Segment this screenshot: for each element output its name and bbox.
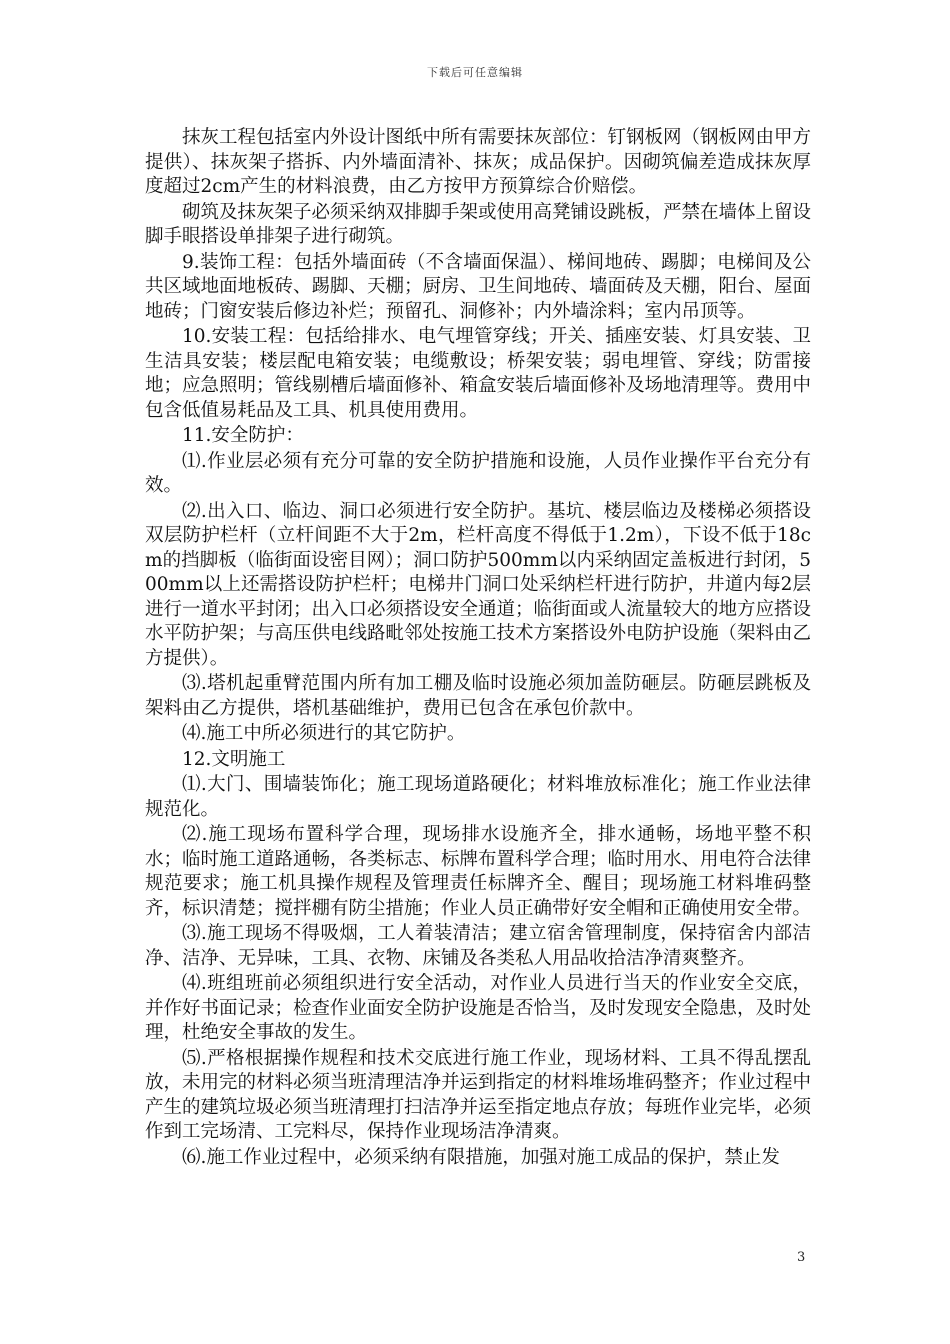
paragraph-plastering-scope: 抹灰工程包括室内外设计图纸中所有需要抹灰部位：钉钢板网（钢板网由甲方提供）、抹灰架子搭拆、内外墙面清补、抹灰；成品保护。因砌筑偏差造成抹灰厚度超过2cm产生的材料浪费，由乙方按甲方预算综合价赔偿。 (145, 127, 812, 197)
paragraph-civilized-item-4: ⑷.班组班前必须组织进行安全活动，对作业人员进行当天的作业安全交底，并作好书面记录；检查作业面安全防护设施是否恰当，及时发现安全隐患，及时处理，杜绝安全事故的发生。 (145, 973, 812, 1043)
paragraph-safety-item-2: ⑵.出入口、临边、洞口必须进行安全防护。基坑、楼层临边及楼梯必须搭设双层防护栏杆（立杆间距不大于2m，栏杆高度不得低于1.2m），下设不低于18cm的挡脚板（临街面设密目网）；洞口防护500mm以内采纳固定盖板进行封闭，500mm以上还需搭设防护栏杆；电梯井门洞口处采纳栏杆进行防护，井道内每2层进行一道水平封闭；出入口必须搭设安全通道；临街面或人流量较大的地方应搭设水平防护架；与高压供电线路毗邻处按施工技术方案搭设外电防护设施（架料由乙方提供）。 (145, 500, 812, 669)
paragraph-civilized-item-6: ⑹.施工作业过程中，必须采纳有限措施，加强对施工成品的保护，禁止发 (182, 1146, 780, 1168)
paragraph-civilized-item-3: ⑶.施工现场不得吸烟，工人着装清洁；建立宿舍管理制度，保持宿舍内部洁净、洁净、无异味，工具、衣物、床铺及各类私人用品收拾洁净清爽整齐。 (145, 923, 811, 969)
paragraph-safety-item-3: ⑶.塔机起重臂范围内所有加工棚及临时设施必须加盖防砸层。防砸层跳板及架料由乙方提供，塔机基础维护，费用已包含在承包价款中。 (145, 673, 811, 719)
paragraph-civilized-item-2: ⑵.施工现场布置科学合理，现场排水设施齐全，排水通畅，场地平整不积水；临时施工道路通畅，各类标志、标牌布置科学合理；临时用水、用电符合法律规范要求；施工机具操作规程及管理责任标牌齐全、醒目；现场施工材料堆码整齐，标识清楚；搅拌棚有防尘措施；作业人员正确带好安全帽和正确使用安全带。 (145, 824, 812, 919)
paragraph-installation-works: 10.安装工程：包括给排水、电气埋管穿线；开关、插座安装、灯具安装、卫生洁具安装；楼层配电箱安装；电缆敷设；桥架安装；弱电埋管、穿线；防雷接地；应急照明；管线剔槽后墙面修补、箱盒安装后墙面修补及场地清理等。费用中包含低值易耗品及工具、机具使用费用。 (145, 326, 812, 421)
page-number: 3 (797, 1250, 806, 1265)
paragraph-scaffolding: 砌筑及抹灰架子必须采纳双排脚手架或使用高凳铺设跳板，严禁在墙体上留设脚手眼搭设单排架子进行砌筑。 (145, 201, 812, 247)
paragraph-decoration-works: 9.装饰工程：包括外墙面砖（不含墙面保温）、梯间地砖、踢脚；电梯间及公共区域地面地板砖、踢脚、天棚；厨房、卫生间地砖、墙面砖及天棚，阳台、屋面地砖；门窗安装后修边补烂；预留孔、洞修补；内外墙涂料；室内吊顶等。 (145, 251, 812, 322)
page-header: 下载后可任意编辑 (427, 66, 523, 79)
paragraph-civilized-item-5: ⑸.严格根据操作规程和技术交底进行施工作业，现场材料、工具不得乱摆乱放，未用完的材料必须当班清理洁净并运到指定的材料堆场堆码整齐；作业过程中产生的建筑垃圾必须当班清理打扫洁净并运至指定地点存放；每班作业完毕，必须作到工完场清、工完料尽，保持作业现场洁净清爽。 (145, 1047, 812, 1142)
paragraph-safety-item-4: ⑷.施工中所必须进行的其它防护。 (182, 723, 466, 744)
heading-civilized-construction: 12.文明施工 (182, 748, 286, 770)
document-body (145, 126, 811, 1171)
heading-safety-protection: 11.安全防护： (182, 425, 304, 446)
paragraph-civilized-item-1: ⑴.大门、围墙装饰化；施工现场道路硬化；材料堆放标准化；施工作业法律规范化。 (145, 774, 811, 820)
paragraph-safety-item-1: ⑴.作业层必须有充分可靠的安全防护措施和设施，人员作业操作平台充分有效。 (145, 450, 811, 496)
